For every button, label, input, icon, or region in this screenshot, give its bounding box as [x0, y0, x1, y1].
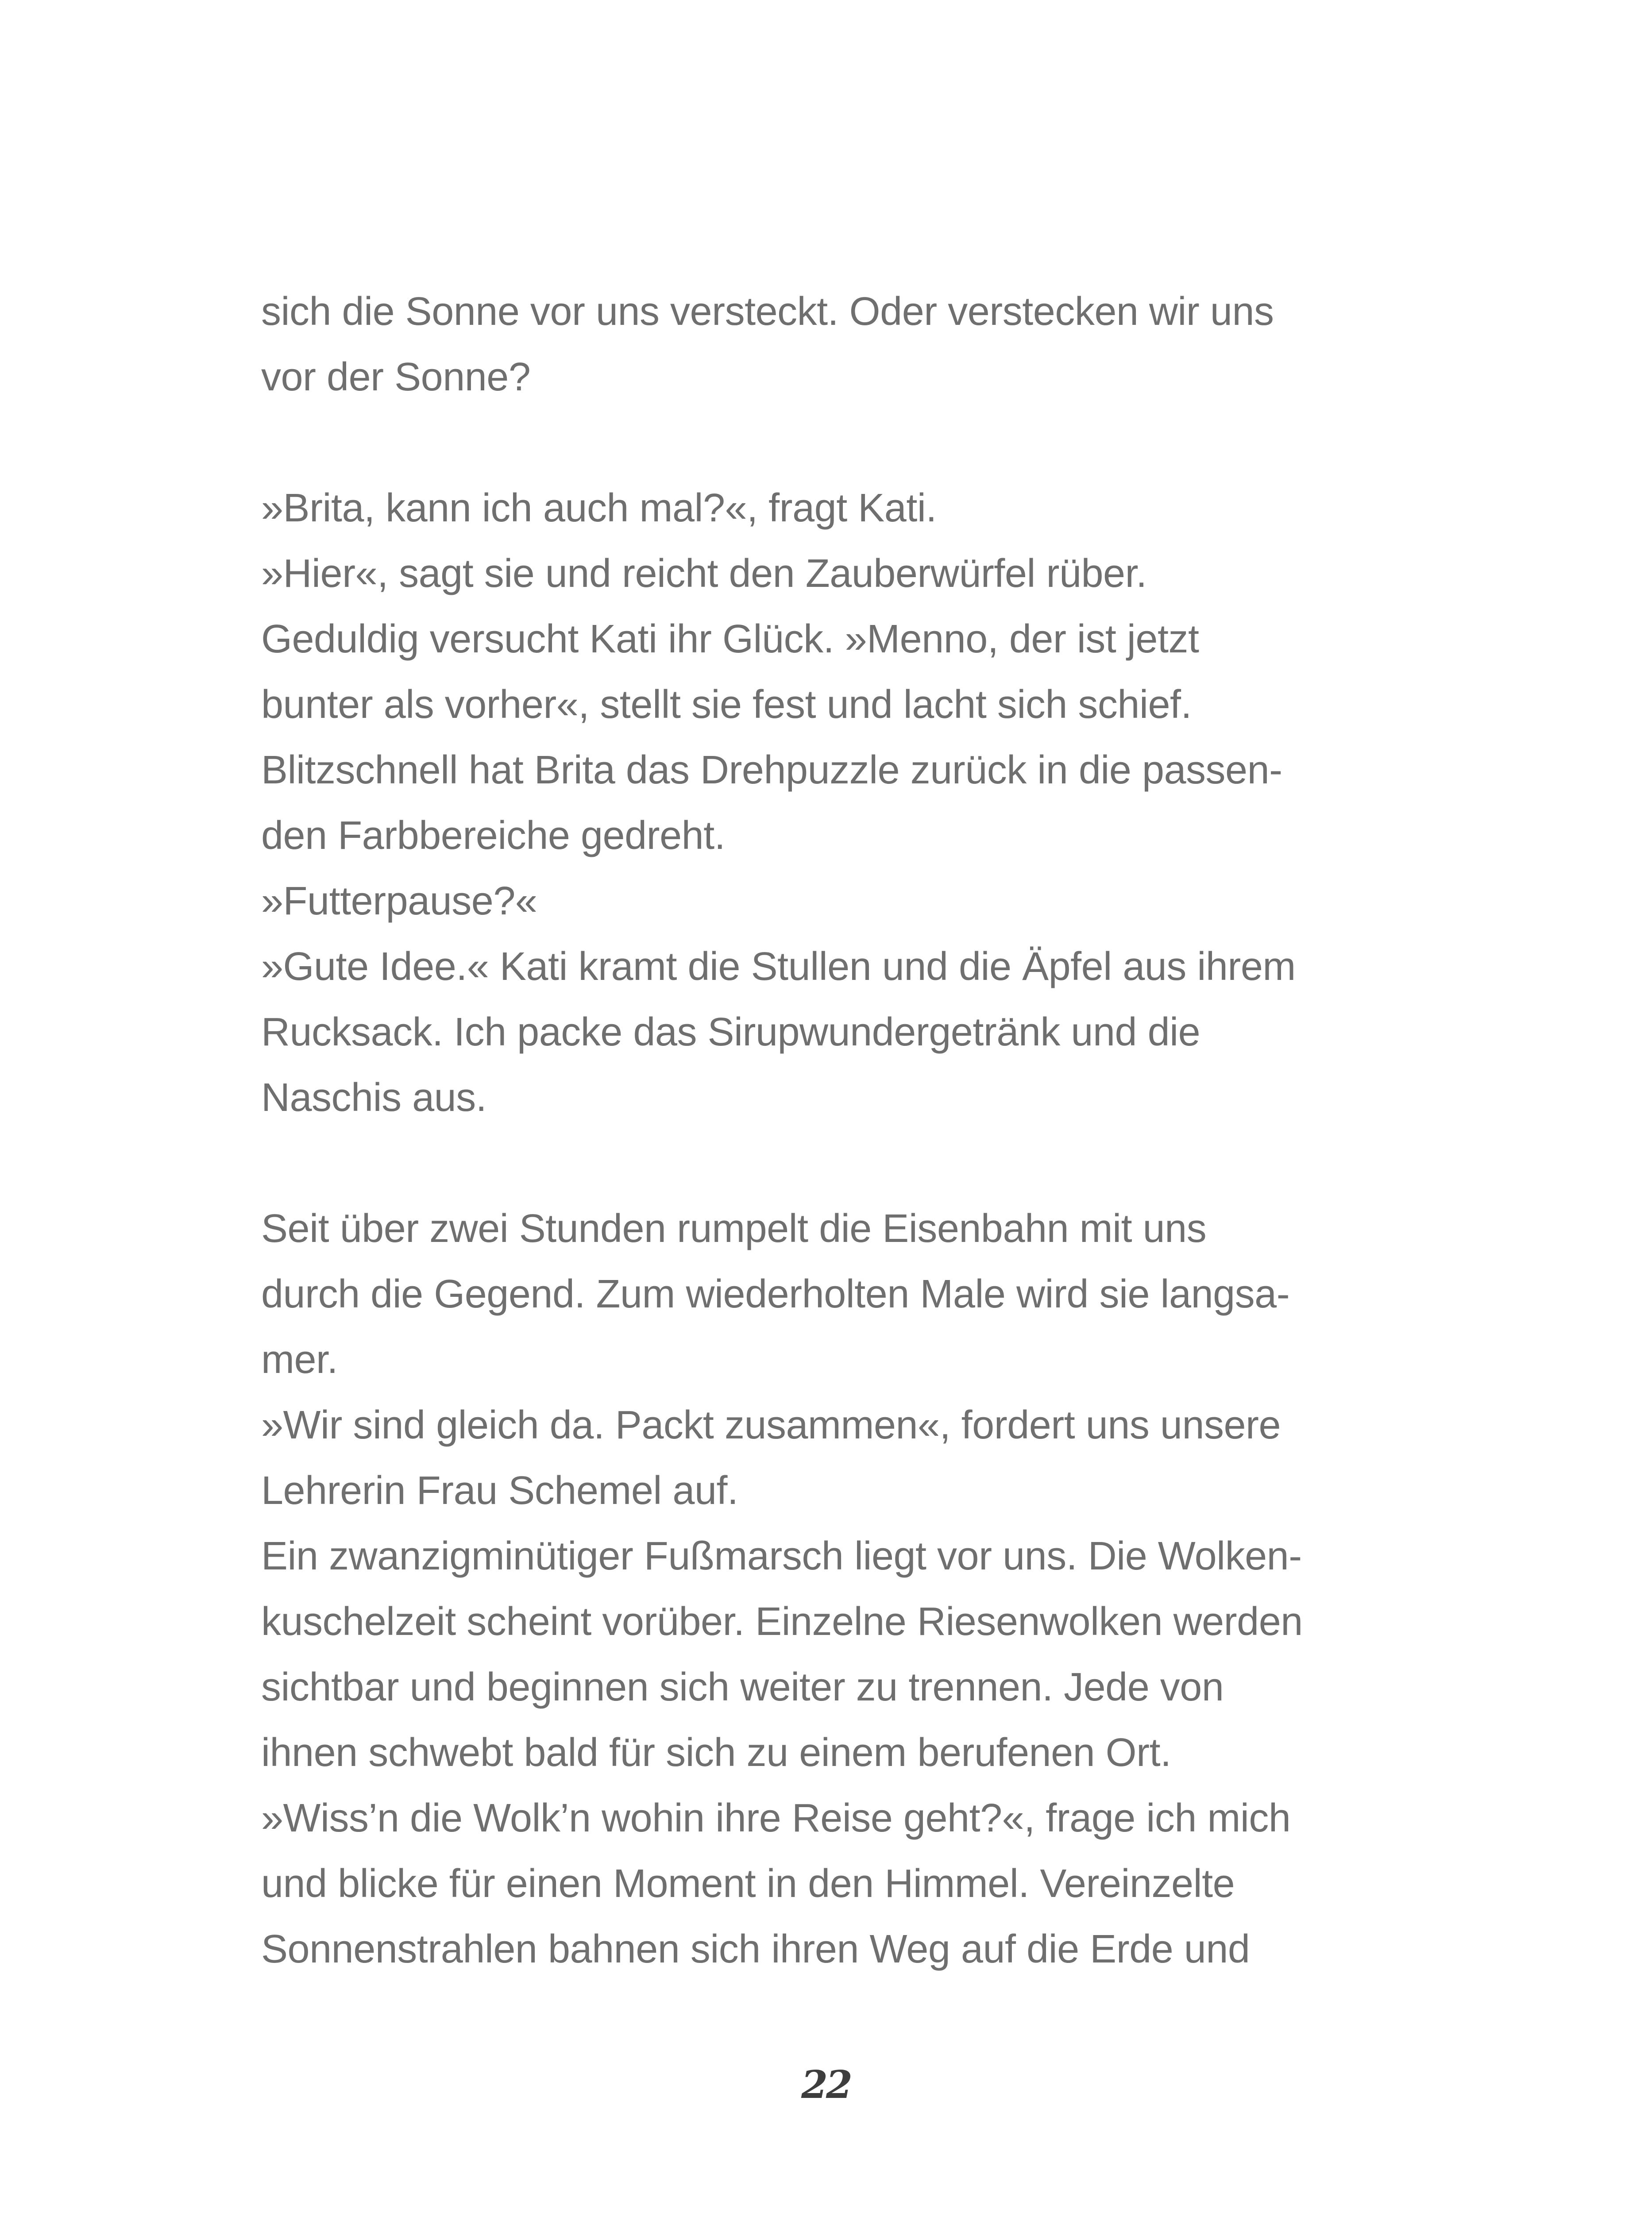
text-line: »Brita, kann ich auch mal?«, fragt Kati.: [261, 486, 937, 530]
text-line: »Hier«, sagt sie und reicht den Zauberwürfel rüber.: [261, 551, 1147, 596]
text-line: sichtbar und beginnen sich weiter zu trennen. Jede von: [261, 1665, 1224, 1709]
text-line: Blitzschnell hat Brita das Drehpuzzle zurück in die passen-: [261, 748, 1282, 792]
text-line: vor der Sonne?: [261, 355, 531, 399]
text-line: Rucksack. Ich packe das Sirupwundergetränk und die: [261, 1010, 1200, 1054]
text-line: den Farbbereiche gedreht.: [261, 813, 726, 858]
text-line: bunter als vorher«, stellt sie fest und lacht sich schief.: [261, 682, 1192, 727]
text-line: »Wir sind gleich da. Packt zusammen«, fordert uns unsere: [261, 1403, 1281, 1447]
text-line: ihnen schwebt bald für sich zu einem berufenen Ort.: [261, 1731, 1171, 1775]
text-line: mer.: [261, 1338, 338, 1382]
text-line: »Futterpause?«: [261, 879, 537, 923]
page-number: 22: [801, 2063, 851, 2107]
text-line: kuschelzeit scheint vorüber. Einzelne Riesenwolken werden: [261, 1600, 1303, 1644]
text-line: »Wiss’n die Wolk’n wohin ihre Reise geht?«, frage ich mich: [261, 1796, 1291, 1840]
text-line: Lehrerin Frau Schemel auf.: [261, 1469, 738, 1513]
paragraph-gap: [261, 410, 1394, 475]
text-line: Ein zwanzigminütiger Fußmarsch liegt vor uns. Die Wolken-: [261, 1534, 1302, 1578]
text-line: Sonnenstrahlen bahnen sich ihren Weg auf die Erde und: [261, 1927, 1250, 1971]
text-line: Geduldig versucht Kati ihr Glück. »Menno, der ist jetzt: [261, 617, 1199, 661]
text-line: sich die Sonne vor uns versteckt. Oder verstecken wir uns: [261, 289, 1274, 334]
text-line: Naschis aus.: [261, 1076, 487, 1120]
paragraph-gap: [261, 1130, 1394, 1196]
body-text: [261, 279, 1394, 1982]
text-line: Seit über zwei Stunden rumpelt die Eisenbahn mit uns: [261, 1207, 1207, 1251]
text-line: durch die Gegend. Zum wiederholten Male wird sie langsa-: [261, 1272, 1290, 1316]
text-line: »Gute Idee.« Kati kramt die Stullen und die Äpfel aus ihrem: [261, 945, 1296, 989]
text-line: und blicke für einen Moment in den Himmel. Vereinzelte: [261, 1862, 1235, 1906]
